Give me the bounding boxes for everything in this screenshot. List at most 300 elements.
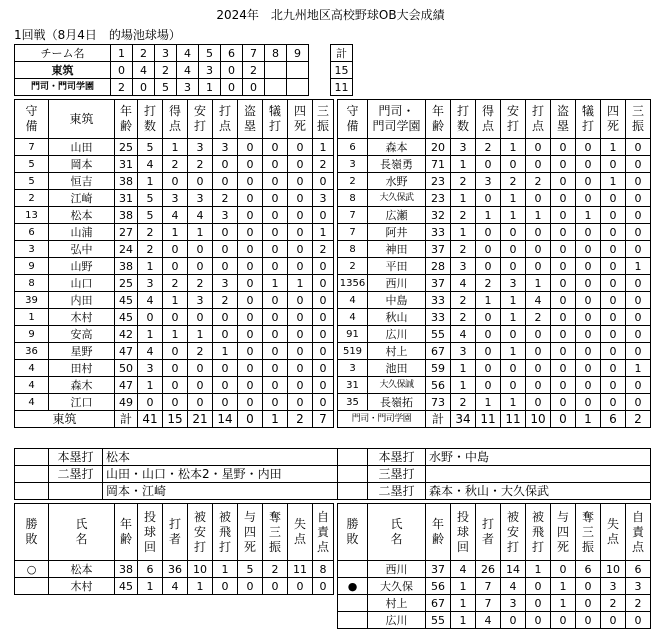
batter-bb: 0 bbox=[601, 377, 626, 394]
batter-pos: 7 bbox=[15, 139, 49, 156]
record-row bbox=[338, 483, 651, 500]
header-char: 飛 bbox=[218, 524, 231, 539]
line-score-row bbox=[15, 62, 353, 79]
batter-r: 0 bbox=[163, 377, 188, 394]
batter-ab: 1 bbox=[138, 173, 163, 190]
header-char: 安 bbox=[193, 524, 206, 539]
batter-ab: 2 bbox=[451, 394, 476, 411]
pitcher-wl: ○ bbox=[15, 561, 49, 578]
wl-header bbox=[15, 504, 49, 561]
pitcher-bf: 26 bbox=[476, 561, 501, 578]
strikeouts-header bbox=[576, 504, 601, 561]
batter-age: 45 bbox=[115, 292, 138, 309]
score-gap bbox=[309, 79, 331, 96]
batter-name: 安高 bbox=[49, 326, 115, 343]
batter-so: 0 bbox=[313, 309, 334, 326]
inning-runs: 2 bbox=[155, 62, 177, 79]
earned-runs-header bbox=[626, 504, 651, 561]
pitcher-so: 0 bbox=[263, 578, 288, 595]
header-char: 死 bbox=[243, 539, 256, 554]
batter-so: 0 bbox=[626, 139, 651, 156]
batter-so: 0 bbox=[626, 309, 651, 326]
inning-header: 5 bbox=[199, 45, 221, 62]
batter-bb: 0 bbox=[288, 309, 313, 326]
inning-runs bbox=[287, 79, 309, 96]
batter-bb: 0 bbox=[288, 292, 313, 309]
pitcher-wl bbox=[338, 595, 368, 612]
batter-pos: 1 bbox=[15, 309, 49, 326]
batter-row bbox=[15, 207, 334, 224]
batter-sac: 0 bbox=[263, 156, 288, 173]
batter-h: 1 bbox=[501, 343, 526, 360]
header-char: 打 bbox=[193, 539, 206, 554]
header-char: 被 bbox=[506, 509, 519, 524]
batter-rbi: 0 bbox=[526, 377, 551, 394]
batter-ab: 3 bbox=[451, 343, 476, 360]
batter-ab: 3 bbox=[138, 360, 163, 377]
batter-bb: 0 bbox=[288, 241, 313, 258]
batter-age: 33 bbox=[426, 309, 451, 326]
batter-ab: 0 bbox=[138, 309, 163, 326]
batter-row bbox=[338, 360, 651, 377]
batter-name: 中島 bbox=[368, 292, 426, 309]
batter-sb: 0 bbox=[238, 292, 263, 309]
walks-header bbox=[238, 504, 263, 561]
record-spacer bbox=[15, 466, 49, 483]
batter-rbi: 0 bbox=[526, 394, 551, 411]
batter-r: 3 bbox=[163, 190, 188, 207]
sb-header bbox=[238, 100, 263, 139]
batter-rbi: 0 bbox=[213, 241, 238, 258]
header-text: 打数 bbox=[143, 104, 156, 133]
header-char: 打 bbox=[218, 539, 231, 554]
batter-row bbox=[15, 343, 334, 360]
name-header bbox=[368, 504, 426, 561]
batter-bb: 0 bbox=[288, 224, 313, 241]
batter-so: 2 bbox=[313, 241, 334, 258]
batter-ab: 4 bbox=[138, 156, 163, 173]
batter-so: 2 bbox=[313, 156, 334, 173]
batter-so: 0 bbox=[313, 207, 334, 224]
header-char: 点 bbox=[293, 532, 306, 546]
inning-runs: 0 bbox=[111, 62, 133, 79]
pitcher-hr: 0 bbox=[526, 595, 551, 612]
batter-ab: 3 bbox=[138, 275, 163, 292]
total-team-name: 東筑 bbox=[15, 411, 115, 428]
batter-bb: 0 bbox=[601, 156, 626, 173]
batter-rbi: 3 bbox=[213, 207, 238, 224]
runs-header bbox=[476, 100, 501, 139]
batter-age: 55 bbox=[426, 326, 451, 343]
batter-name: 江口 bbox=[49, 394, 115, 411]
total-sb: 0 bbox=[551, 411, 576, 428]
batter-row bbox=[15, 258, 334, 275]
batter-bb: 0 bbox=[601, 360, 626, 377]
pitcher-so: 6 bbox=[576, 561, 601, 578]
pitcher-age: 38 bbox=[115, 561, 138, 578]
batter-so: 0 bbox=[626, 224, 651, 241]
total-r: 15 bbox=[163, 411, 188, 428]
header-char: 勝 bbox=[25, 517, 38, 531]
batter-name: 村上 bbox=[368, 343, 426, 360]
batter-sb: 0 bbox=[238, 139, 263, 156]
total-rbi: 14 bbox=[213, 411, 238, 428]
header-text: 打数 bbox=[456, 104, 469, 133]
batter-so: 0 bbox=[626, 241, 651, 258]
batter-sac: 0 bbox=[576, 394, 601, 411]
batter-sb: 0 bbox=[551, 326, 576, 343]
record-label: 二塁打 bbox=[368, 483, 426, 500]
batter-ab: 1 bbox=[451, 224, 476, 241]
batter-r: 3 bbox=[476, 173, 501, 190]
batter-r: 2 bbox=[476, 139, 501, 156]
header-text: 守備 bbox=[25, 104, 38, 133]
batter-ab: 1 bbox=[138, 258, 163, 275]
batter-so: 0 bbox=[313, 292, 334, 309]
pitcher-wl: ● bbox=[338, 578, 368, 595]
batter-age: 47 bbox=[115, 377, 138, 394]
batter-pos: 3 bbox=[15, 241, 49, 258]
batter-pos: 35 bbox=[338, 394, 368, 411]
pitcher-name: 大久保 bbox=[368, 578, 426, 595]
header-text: 得点 bbox=[168, 104, 181, 133]
batter-ab: 1 bbox=[451, 360, 476, 377]
batter-so: 1 bbox=[313, 224, 334, 241]
batter-sac: 0 bbox=[576, 292, 601, 309]
record-value: 松本 bbox=[103, 449, 338, 466]
header-text: 三振 bbox=[631, 104, 644, 133]
header-char: 打 bbox=[481, 517, 494, 531]
batter-bb: 0 bbox=[601, 275, 626, 292]
wl-header bbox=[338, 504, 368, 561]
batter-pos: 36 bbox=[15, 343, 49, 360]
header-char: 点 bbox=[316, 539, 329, 554]
batter-row bbox=[338, 190, 651, 207]
record-row bbox=[15, 483, 338, 500]
batter-pos: 4 bbox=[15, 377, 49, 394]
header-text: 犠打 bbox=[268, 104, 281, 133]
batting-header-row bbox=[338, 100, 651, 139]
batter-sac: 0 bbox=[263, 241, 288, 258]
batter-sac: 0 bbox=[576, 241, 601, 258]
batter-so: 0 bbox=[313, 360, 334, 377]
batter-ab: 2 bbox=[451, 207, 476, 224]
batter-row bbox=[338, 241, 651, 258]
batter-bb: 1 bbox=[288, 275, 313, 292]
batter-pos: 6 bbox=[338, 139, 368, 156]
pitcher-bb: 1 bbox=[551, 595, 576, 612]
header-char: 自 bbox=[631, 509, 644, 524]
hits-header bbox=[501, 100, 526, 139]
score-gap bbox=[309, 45, 331, 62]
pitcher-so: 2 bbox=[263, 561, 288, 578]
total-ab: 34 bbox=[451, 411, 476, 428]
batter-so: 0 bbox=[626, 292, 651, 309]
pitcher-row bbox=[15, 561, 334, 578]
record-value: 森本・秋山・大久保武 bbox=[426, 483, 651, 500]
batter-so: 0 bbox=[313, 377, 334, 394]
batter-h: 0 bbox=[188, 360, 213, 377]
inning-header: 2 bbox=[133, 45, 155, 62]
batting-total-row bbox=[338, 411, 651, 428]
batter-ab: 0 bbox=[138, 394, 163, 411]
batter-pos: 9 bbox=[15, 326, 49, 343]
batter-age: 32 bbox=[426, 207, 451, 224]
header-char: 名 bbox=[390, 532, 403, 546]
batter-age: 20 bbox=[426, 139, 451, 156]
batter-age: 33 bbox=[426, 224, 451, 241]
batter-ab: 4 bbox=[138, 343, 163, 360]
batter-h: 2 bbox=[188, 156, 213, 173]
header-char: 四 bbox=[243, 524, 256, 539]
batter-age: 31 bbox=[115, 156, 138, 173]
batter-r: 0 bbox=[476, 309, 501, 326]
batter-r: 0 bbox=[476, 377, 501, 394]
age-header bbox=[426, 100, 451, 139]
header-char: 年 bbox=[119, 517, 132, 531]
batter-ab: 5 bbox=[138, 139, 163, 156]
batter-name: 岡本 bbox=[49, 156, 115, 173]
bf-header bbox=[163, 504, 188, 561]
batter-row bbox=[15, 156, 334, 173]
batter-sac: 1 bbox=[576, 207, 601, 224]
batter-sac: 0 bbox=[263, 190, 288, 207]
batter-row bbox=[15, 394, 334, 411]
batter-row bbox=[338, 275, 651, 292]
so-header bbox=[626, 100, 651, 139]
header-char: 失 bbox=[293, 517, 306, 531]
header-char: 年 bbox=[431, 517, 444, 531]
batter-sb: 0 bbox=[551, 343, 576, 360]
batter-name: 長嶺拓 bbox=[368, 394, 426, 411]
batter-sb: 0 bbox=[551, 207, 576, 224]
batter-bb: 1 bbox=[601, 173, 626, 190]
pitcher-so: 0 bbox=[576, 595, 601, 612]
batter-r: 0 bbox=[476, 258, 501, 275]
pitcher-bf: 36 bbox=[163, 561, 188, 578]
batter-bb: 0 bbox=[288, 258, 313, 275]
batter-rbi: 1 bbox=[526, 275, 551, 292]
team-header bbox=[368, 100, 426, 139]
pitcher-age: 45 bbox=[115, 578, 138, 595]
header-text: 盗塁 bbox=[243, 104, 256, 133]
batter-row bbox=[338, 343, 651, 360]
batter-ab: 1 bbox=[138, 377, 163, 394]
batter-sb: 0 bbox=[238, 241, 263, 258]
header-char: 三 bbox=[268, 524, 281, 539]
header-char: 死 bbox=[556, 539, 569, 554]
batter-sb: 0 bbox=[551, 309, 576, 326]
batter-row bbox=[338, 173, 651, 190]
header-text: 安打 bbox=[506, 104, 519, 133]
header-text: 年齢 bbox=[119, 104, 132, 133]
batter-sac: 0 bbox=[263, 139, 288, 156]
batter-row bbox=[15, 275, 334, 292]
header-text: 四死 bbox=[606, 104, 619, 133]
batter-sb: 0 bbox=[551, 190, 576, 207]
batter-ab: 2 bbox=[451, 309, 476, 326]
header-char: 被 bbox=[218, 509, 231, 524]
batter-row bbox=[15, 292, 334, 309]
pitcher-h: 10 bbox=[188, 561, 213, 578]
batter-name: 西川 bbox=[368, 275, 426, 292]
header-char: 回 bbox=[456, 539, 469, 554]
batter-h: 4 bbox=[188, 207, 213, 224]
batting-table-left bbox=[14, 99, 334, 428]
batter-h: 0 bbox=[501, 360, 526, 377]
pitching-table-right bbox=[337, 503, 651, 629]
batter-pos: 5 bbox=[15, 173, 49, 190]
batter-r: 0 bbox=[476, 156, 501, 173]
batter-h: 0 bbox=[501, 258, 526, 275]
pitcher-name: 広川 bbox=[368, 612, 426, 629]
batter-ab: 2 bbox=[138, 224, 163, 241]
batter-sb: 0 bbox=[238, 326, 263, 343]
record-label: 二塁打 bbox=[49, 466, 103, 483]
batter-sb: 0 bbox=[551, 377, 576, 394]
batter-row bbox=[338, 326, 651, 343]
batter-pos: 8 bbox=[338, 241, 368, 258]
batter-h: 1 bbox=[501, 139, 526, 156]
batter-h: 1 bbox=[501, 292, 526, 309]
total-ab: 41 bbox=[138, 411, 163, 428]
batter-name: 田村 bbox=[49, 360, 115, 377]
batter-rbi: 2 bbox=[526, 173, 551, 190]
inning-header: 3 bbox=[155, 45, 177, 62]
batter-r: 1 bbox=[163, 224, 188, 241]
record-label bbox=[49, 483, 103, 500]
batter-age: 37 bbox=[426, 241, 451, 258]
batter-ab: 2 bbox=[451, 173, 476, 190]
pitcher-r: 3 bbox=[601, 578, 626, 595]
age-header bbox=[115, 504, 138, 561]
header-char: 与 bbox=[243, 509, 256, 524]
batter-name: 広川 bbox=[368, 326, 426, 343]
batter-h: 1 bbox=[501, 309, 526, 326]
batter-pos: 9 bbox=[15, 258, 49, 275]
batter-name: 大久保誠 bbox=[368, 377, 426, 394]
batter-h: 0 bbox=[188, 377, 213, 394]
header-text: 得点 bbox=[481, 104, 494, 133]
batter-ab: 5 bbox=[138, 190, 163, 207]
batter-pos: 6 bbox=[15, 224, 49, 241]
batter-h: 3 bbox=[188, 190, 213, 207]
header-char: 齢 bbox=[431, 532, 444, 546]
hits-header bbox=[188, 100, 213, 139]
header-char: 責 bbox=[316, 524, 329, 539]
batting-total-row bbox=[15, 411, 334, 428]
batter-h: 2 bbox=[188, 343, 213, 360]
record-row bbox=[338, 449, 651, 466]
batter-rbi: 0 bbox=[213, 377, 238, 394]
bf-header bbox=[476, 504, 501, 561]
pitcher-row bbox=[338, 561, 651, 578]
inning-runs bbox=[265, 62, 287, 79]
batter-sb: 0 bbox=[238, 394, 263, 411]
batter-h: 0 bbox=[188, 258, 213, 275]
ab-header bbox=[138, 100, 163, 139]
pitcher-er: 6 bbox=[626, 561, 651, 578]
batter-r: 0 bbox=[163, 309, 188, 326]
inning-header: 8 bbox=[265, 45, 287, 62]
batter-sb: 0 bbox=[551, 275, 576, 292]
batter-row bbox=[338, 394, 651, 411]
record-label: 本塁打 bbox=[49, 449, 103, 466]
batter-age: 25 bbox=[115, 139, 138, 156]
header-text: 四死 bbox=[293, 104, 306, 133]
runs-allowed-header bbox=[601, 504, 626, 561]
batter-r: 0 bbox=[163, 343, 188, 360]
rbi-header bbox=[526, 100, 551, 139]
pitcher-bb: 0 bbox=[238, 578, 263, 595]
batter-bb: 1 bbox=[601, 139, 626, 156]
pitcher-h: 14 bbox=[501, 561, 526, 578]
record-spacer bbox=[15, 449, 49, 466]
batter-rbi: 1 bbox=[526, 207, 551, 224]
batter-h: 0 bbox=[501, 156, 526, 173]
pitcher-r: 2 bbox=[601, 595, 626, 612]
hr-allowed-header bbox=[213, 504, 238, 561]
batter-ab: 4 bbox=[138, 292, 163, 309]
batter-sb: 0 bbox=[551, 360, 576, 377]
header-char: 三 bbox=[581, 524, 594, 539]
batter-bb: 0 bbox=[601, 326, 626, 343]
batter-age: 37 bbox=[426, 275, 451, 292]
batter-sb: 0 bbox=[238, 377, 263, 394]
header-char: 被 bbox=[531, 509, 544, 524]
header-text: 三振 bbox=[316, 104, 329, 133]
inning-runs: 2 bbox=[111, 79, 133, 96]
batter-age: 24 bbox=[115, 241, 138, 258]
batter-sac: 0 bbox=[263, 207, 288, 224]
batter-sac: 1 bbox=[263, 275, 288, 292]
record-value bbox=[426, 466, 651, 483]
pitcher-name: 西川 bbox=[368, 561, 426, 578]
batter-sb: 0 bbox=[551, 224, 576, 241]
team-header-line: 門司・ bbox=[378, 104, 415, 118]
batter-h: 0 bbox=[188, 241, 213, 258]
batter-rbi: 0 bbox=[526, 190, 551, 207]
batter-ab: 4 bbox=[451, 326, 476, 343]
inning-runs: 5 bbox=[155, 79, 177, 96]
pitcher-row bbox=[15, 578, 334, 595]
header-char: 奪 bbox=[268, 509, 281, 524]
ip-header bbox=[451, 504, 476, 561]
batter-ab: 2 bbox=[451, 292, 476, 309]
batter-bb: 0 bbox=[288, 394, 313, 411]
batter-so: 0 bbox=[313, 343, 334, 360]
batter-sac: 0 bbox=[263, 309, 288, 326]
batter-sb: 0 bbox=[238, 224, 263, 241]
pitcher-h: 0 bbox=[501, 612, 526, 629]
batter-rbi: 1 bbox=[213, 343, 238, 360]
batter-name: 森木 bbox=[49, 377, 115, 394]
batter-r: 2 bbox=[163, 156, 188, 173]
record-value: 水野・中島 bbox=[426, 449, 651, 466]
batter-sac: 0 bbox=[576, 377, 601, 394]
batter-pos: 3 bbox=[338, 360, 368, 377]
batter-name: 池田 bbox=[368, 360, 426, 377]
batter-sb: 0 bbox=[238, 343, 263, 360]
batter-name: 恒吉 bbox=[49, 173, 115, 190]
batter-bb: 0 bbox=[288, 156, 313, 173]
inning-runs: 0 bbox=[133, 79, 155, 96]
team-name: 東筑 bbox=[15, 62, 111, 79]
pitcher-wl bbox=[338, 561, 368, 578]
batter-h: 1 bbox=[501, 394, 526, 411]
header-char: 飛 bbox=[531, 524, 544, 539]
pitcher-er: 0 bbox=[313, 578, 334, 595]
